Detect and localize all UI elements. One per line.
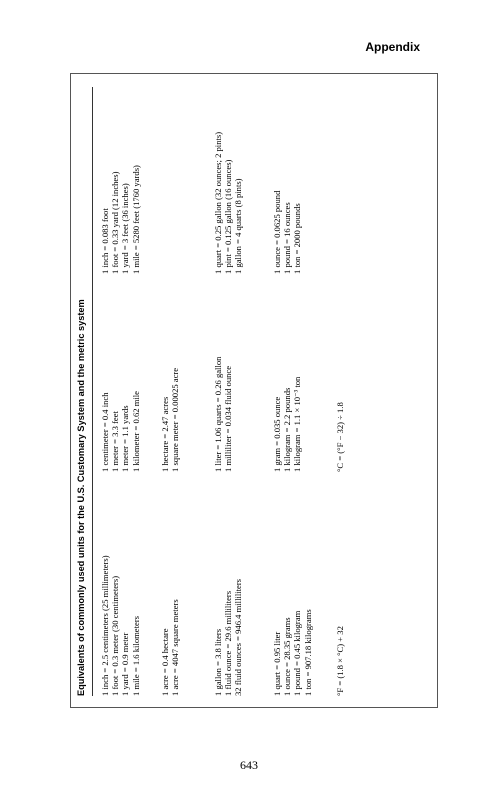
conversion-line: 1 mile = 5280 feet (1760 yards) <box>130 165 141 274</box>
unit-group <box>100 555 141 696</box>
conversion-line: 1 pound = 16 ounces <box>282 202 293 274</box>
unit-group <box>335 626 345 696</box>
unit-group <box>100 391 141 472</box>
conversion-line: 1 milliliter = 0.034 fluid ounce <box>223 365 234 472</box>
conversion-line: 1 acre = 4047 square meters <box>170 599 181 696</box>
unit-group <box>160 599 180 696</box>
conversion-line: 1 pint = 0.125 gallon (16 ounces) <box>223 159 234 274</box>
conversion-line: 1 mile = 1.6 kilometers <box>130 615 141 696</box>
conversion-line: 1 inch = 0.083 foot <box>100 208 110 274</box>
conversion-line: 1 foot = 0.3 meter (30 centimeters) <box>110 575 121 696</box>
conversion-line: 1 gallon = 3.8 liters <box>213 628 223 696</box>
conversion-line: 1 yard = 0.9 meter <box>120 632 131 696</box>
unit-group <box>335 402 345 472</box>
conversion-line: 1 quart = 0.25 gallon (32 ounces; 2 pints) <box>213 131 223 274</box>
unit-group <box>213 357 233 472</box>
conversion-line: 1 yard = 3 feet (36 inches) <box>120 183 131 274</box>
conversion-line: 1 acre = 0.4 hectare <box>160 628 170 696</box>
conversion-line: 1 meter = 1.1 yards <box>120 405 131 472</box>
conversion-line: 1 quart = 0.95 liter <box>272 631 282 696</box>
conversion-line: 1 kilogram = 1.1 × 10⁻³ ton <box>292 376 303 472</box>
conversion-line: 1 pound = 0.45 kilogram <box>292 610 303 696</box>
conversion-line: 1 kilometer = 0.62 mile <box>130 391 141 472</box>
unit-group <box>213 579 244 696</box>
conversion-line: 1 ton = 907.18 kilograms <box>302 609 313 696</box>
conversion-line: °C = (°F − 32) ÷ 1.8 <box>335 402 345 472</box>
conversion-line: 1 gram = 0.035 ounce <box>272 396 282 472</box>
unit-group <box>100 165 141 274</box>
conversion-line: 1 square meter = 0.00025 acre <box>170 367 181 472</box>
unit-group <box>160 368 180 472</box>
conversion-line: 1 hectare = 2.47 acres <box>160 396 170 472</box>
conversion-line: 1 liter = 1.06 quarts = 0.26 gallon <box>213 356 223 472</box>
page-header: Appendix <box>365 40 420 54</box>
conversion-line: 1 foot = 0.33 yard (12 inches) <box>110 171 121 274</box>
conversion-line: 1 kilogram = 2.2 pounds <box>282 387 293 472</box>
unit-group <box>272 377 303 472</box>
conversion-line: 1 ounce = 28.35 grams <box>282 617 293 696</box>
conversion-line: °F = (1.8 × °C) + 32 <box>335 626 345 696</box>
title-rule <box>92 87 93 696</box>
unit-group <box>272 609 313 696</box>
conversion-line: 1 ton = 2000 pounds <box>292 203 303 274</box>
conversion-line: 1 inch = 2.5 centimeters (25 millimeters) <box>100 555 110 696</box>
conversion-line: 1 meter = 3.3 feet <box>110 411 121 472</box>
page-number: 643 <box>240 758 258 772</box>
conversion-line: 1 fluid ounce = 29.6 milliliters <box>223 590 234 696</box>
conversion-line: 1 ounce = 0.0625 pound <box>272 190 282 274</box>
conversion-line: 32 fluid ounces = 946.4 milliliters <box>233 578 244 696</box>
conversion-line: 1 centimeter = 0.4 inch <box>100 392 110 472</box>
table-title: Equivalents of commonly used units for the U.S. Customary System and the metric system <box>76 299 86 696</box>
rotated-table <box>70 73 438 708</box>
unit-group <box>272 191 303 274</box>
conversion-line: 1 gallon = 4 quarts (8 pints) <box>233 178 244 274</box>
unit-group <box>213 132 244 274</box>
